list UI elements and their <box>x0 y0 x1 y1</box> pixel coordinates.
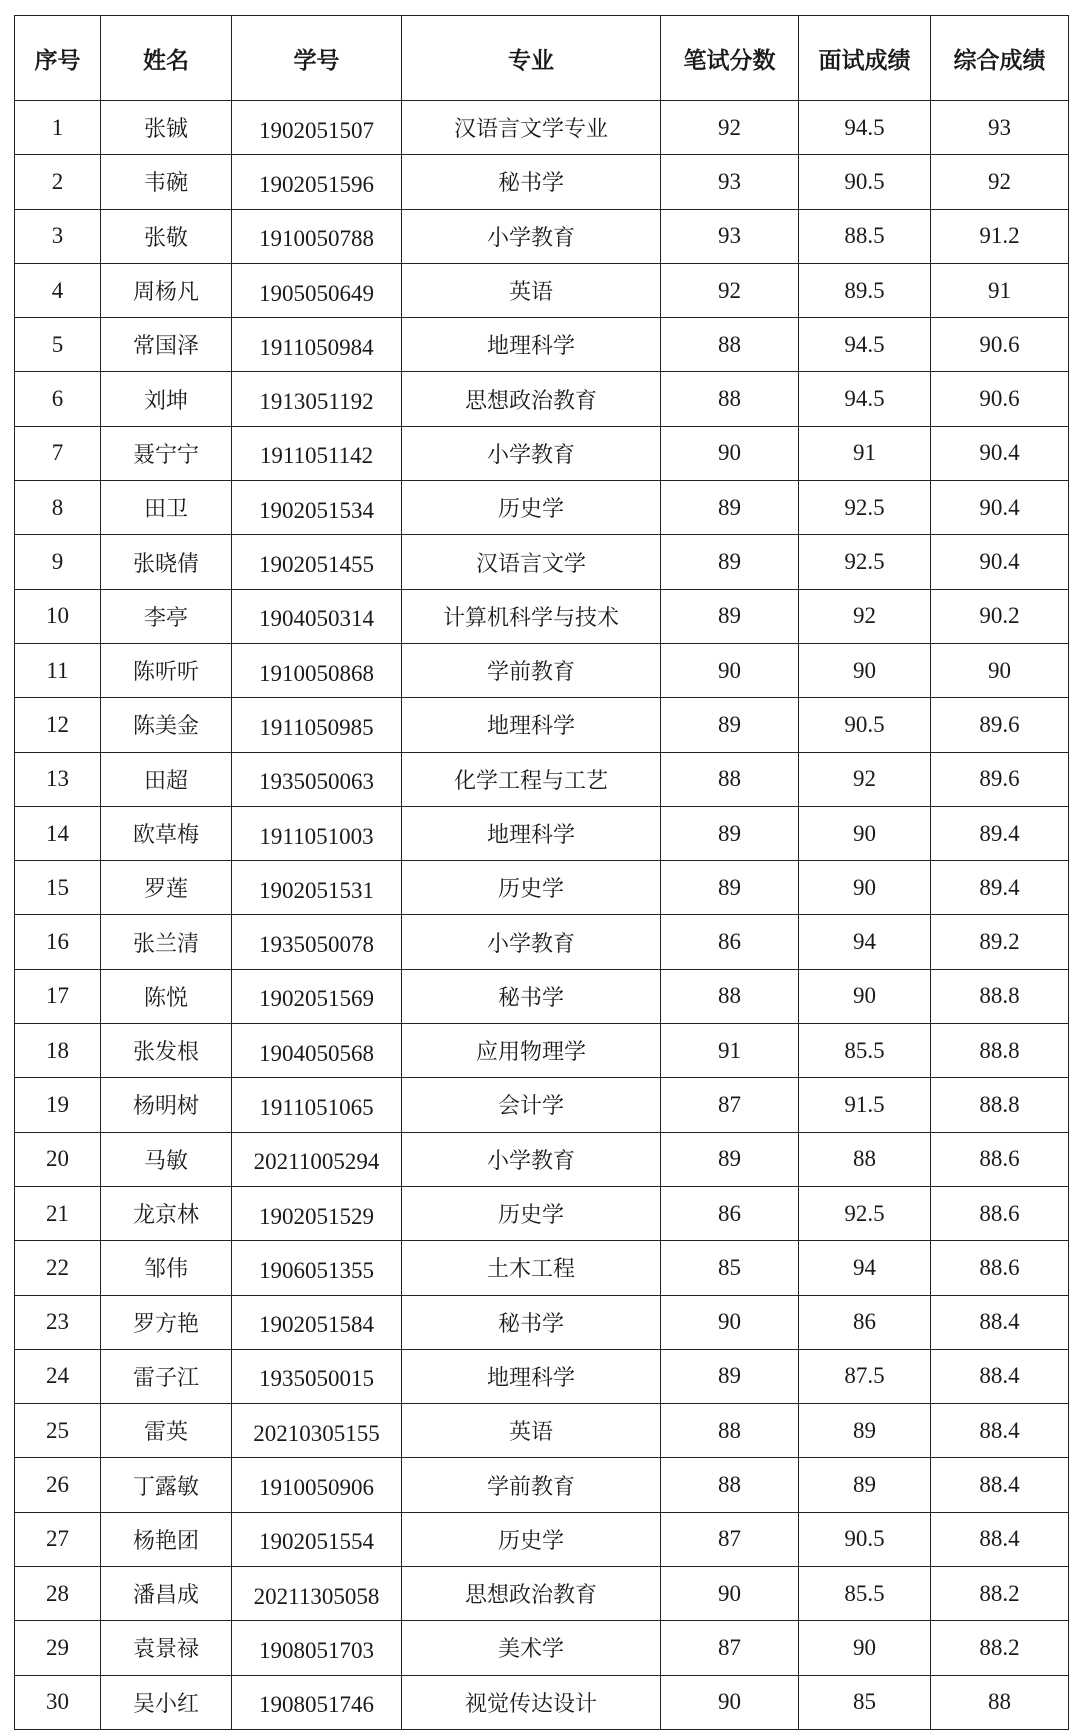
student-id-cell: 1935050015 <box>232 1349 402 1403</box>
total-score-cell: 88.6 <box>931 1132 1069 1186</box>
written-score-cell: 91 <box>661 1024 799 1078</box>
student-id-cell: 1935050078 <box>232 915 402 969</box>
seq-cell: 5 <box>15 318 101 372</box>
interview-score-cell: 85.5 <box>799 1024 931 1078</box>
interview-score-cell: 89 <box>799 1458 931 1512</box>
table-row <box>15 155 1069 209</box>
seq-cell: 8 <box>15 481 101 535</box>
major-cell: 英语 <box>402 263 661 317</box>
student-id-cell: 1902051569 <box>232 969 402 1023</box>
major-cell: 小学教育 <box>402 426 661 480</box>
total-score-cell: 88 <box>931 1675 1069 1729</box>
written-score-cell: 86 <box>661 915 799 969</box>
name-cell: 吴小红 <box>101 1675 232 1729</box>
major-cell: 地理科学 <box>402 1349 661 1403</box>
table-row <box>15 1241 1069 1295</box>
written-score-cell: 88 <box>661 1458 799 1512</box>
interview-score-cell: 92.5 <box>799 535 931 589</box>
written-score-cell: 92 <box>661 101 799 155</box>
total-score-cell: 88.6 <box>931 1186 1069 1240</box>
name-cell: 雷英 <box>101 1404 232 1458</box>
written-score-cell: 89 <box>661 1349 799 1403</box>
student-id-cell: 1910050788 <box>232 209 402 263</box>
interview-score-cell: 92.5 <box>799 1186 931 1240</box>
student-id-cell: 1911051142 <box>232 426 402 480</box>
table-row <box>15 969 1069 1023</box>
written-score-cell: 89 <box>661 698 799 752</box>
major-cell: 计算机科学与技术 <box>402 589 661 643</box>
name-cell: 潘昌成 <box>101 1567 232 1621</box>
written-score-cell: 89 <box>661 535 799 589</box>
major-cell: 秘书学 <box>402 969 661 1023</box>
name-cell: 欧草梅 <box>101 806 232 860</box>
written-score-cell: 86 <box>661 1186 799 1240</box>
name-cell: 雷子江 <box>101 1349 232 1403</box>
total-score-cell: 89.6 <box>931 698 1069 752</box>
interview-score-cell: 90.5 <box>799 1512 931 1566</box>
total-score-cell: 90.2 <box>931 589 1069 643</box>
written-score-cell: 89 <box>661 1132 799 1186</box>
student-id-cell: 1911050985 <box>232 698 402 752</box>
table-row <box>15 1404 1069 1458</box>
seq-cell: 15 <box>15 861 101 915</box>
name-cell: 张兰清 <box>101 915 232 969</box>
total-score-cell: 89.4 <box>931 806 1069 860</box>
seq-cell: 10 <box>15 589 101 643</box>
name-cell: 张铖 <box>101 101 232 155</box>
table-row <box>15 806 1069 860</box>
interview-score-cell: 86 <box>799 1295 931 1349</box>
written-score-cell: 90 <box>661 426 799 480</box>
name-cell: 田超 <box>101 752 232 806</box>
name-cell: 李亭 <box>101 589 232 643</box>
table-row <box>15 861 1069 915</box>
interview-score-cell: 89 <box>799 1404 931 1458</box>
total-score-cell: 90.6 <box>931 372 1069 426</box>
written-score-cell: 88 <box>661 969 799 1023</box>
seq-cell: 22 <box>15 1241 101 1295</box>
total-score-cell: 88.4 <box>931 1458 1069 1512</box>
name-cell: 周杨凡 <box>101 263 232 317</box>
column-header-written-score: 笔试分数 <box>661 16 799 101</box>
total-score-cell: 88.2 <box>931 1621 1069 1675</box>
name-cell: 杨艳团 <box>101 1512 232 1566</box>
table-row <box>15 1567 1069 1621</box>
table-row <box>15 263 1069 317</box>
student-id-cell: 1911050984 <box>232 318 402 372</box>
table-row <box>15 1186 1069 1240</box>
major-cell: 地理科学 <box>402 698 661 752</box>
score-table <box>14 15 1069 1730</box>
student-id-cell: 1906051355 <box>232 1241 402 1295</box>
student-id-cell: 1902051531 <box>232 861 402 915</box>
interview-score-cell: 87.5 <box>799 1349 931 1403</box>
name-cell: 张敬 <box>101 209 232 263</box>
seq-cell: 21 <box>15 1186 101 1240</box>
header-row <box>15 16 1069 101</box>
written-score-cell: 87 <box>661 1621 799 1675</box>
major-cell: 思想政治教育 <box>402 372 661 426</box>
major-cell: 历史学 <box>402 481 661 535</box>
major-cell: 视觉传达设计 <box>402 1675 661 1729</box>
student-id-cell: 1904050314 <box>232 589 402 643</box>
total-score-cell: 88.8 <box>931 969 1069 1023</box>
interview-score-cell: 90 <box>799 643 931 697</box>
major-cell: 汉语言文学专业 <box>402 101 661 155</box>
table-row <box>15 643 1069 697</box>
seq-cell: 16 <box>15 915 101 969</box>
seq-cell: 9 <box>15 535 101 589</box>
name-cell: 丁露敏 <box>101 1458 232 1512</box>
total-score-cell: 88.4 <box>931 1512 1069 1566</box>
interview-score-cell: 91.5 <box>799 1078 931 1132</box>
major-cell: 美术学 <box>402 1621 661 1675</box>
written-score-cell: 88 <box>661 1404 799 1458</box>
seq-cell: 26 <box>15 1458 101 1512</box>
column-header-interview-score: 面试成绩 <box>799 16 931 101</box>
table-row <box>15 915 1069 969</box>
table-row <box>15 1458 1069 1512</box>
table-row <box>15 1295 1069 1349</box>
table-row <box>15 1349 1069 1403</box>
interview-score-cell: 90 <box>799 806 931 860</box>
name-cell: 韦碗 <box>101 155 232 209</box>
written-score-cell: 89 <box>661 861 799 915</box>
written-score-cell: 90 <box>661 1295 799 1349</box>
table-row <box>15 481 1069 535</box>
student-id-cell: 1911051003 <box>232 806 402 860</box>
total-score-cell: 93 <box>931 101 1069 155</box>
total-score-cell: 90.4 <box>931 426 1069 480</box>
table-row <box>15 209 1069 263</box>
major-cell: 土木工程 <box>402 1241 661 1295</box>
name-cell: 罗方艳 <box>101 1295 232 1349</box>
total-score-cell: 88.6 <box>931 1241 1069 1295</box>
seq-cell: 25 <box>15 1404 101 1458</box>
student-id-cell: 1902051554 <box>232 1512 402 1566</box>
major-cell: 地理科学 <box>402 806 661 860</box>
student-id-cell: 1902051507 <box>232 101 402 155</box>
name-cell: 田卫 <box>101 481 232 535</box>
major-cell: 历史学 <box>402 1512 661 1566</box>
seq-cell: 17 <box>15 969 101 1023</box>
table-row <box>15 1512 1069 1566</box>
column-header-major: 专业 <box>402 16 661 101</box>
seq-cell: 27 <box>15 1512 101 1566</box>
major-cell: 思想政治教育 <box>402 1567 661 1621</box>
name-cell: 龙京林 <box>101 1186 232 1240</box>
total-score-cell: 88.4 <box>931 1295 1069 1349</box>
seq-cell: 29 <box>15 1621 101 1675</box>
seq-cell: 4 <box>15 263 101 317</box>
written-score-cell: 88 <box>661 372 799 426</box>
total-score-cell: 90.6 <box>931 318 1069 372</box>
major-cell: 英语 <box>402 1404 661 1458</box>
table-row <box>15 535 1069 589</box>
interview-score-cell: 89.5 <box>799 263 931 317</box>
major-cell: 学前教育 <box>402 643 661 697</box>
interview-score-cell: 91 <box>799 426 931 480</box>
student-id-cell: 1902051596 <box>232 155 402 209</box>
total-score-cell: 89.4 <box>931 861 1069 915</box>
table-header <box>15 16 1069 101</box>
interview-score-cell: 90 <box>799 969 931 1023</box>
student-id-cell: 1910050868 <box>232 643 402 697</box>
name-cell: 陈美金 <box>101 698 232 752</box>
student-id-cell: 20211005294 <box>232 1132 402 1186</box>
total-score-cell: 91 <box>931 263 1069 317</box>
student-id-cell: 1913051192 <box>232 372 402 426</box>
table-row <box>15 589 1069 643</box>
table-row <box>15 1621 1069 1675</box>
total-score-cell: 89.2 <box>931 915 1069 969</box>
table-row <box>15 101 1069 155</box>
written-score-cell: 92 <box>661 263 799 317</box>
name-cell: 刘坤 <box>101 372 232 426</box>
student-id-cell: 1905050649 <box>232 263 402 317</box>
name-cell: 张发根 <box>101 1024 232 1078</box>
column-header-student-id: 学号 <box>232 16 402 101</box>
interview-score-cell: 85.5 <box>799 1567 931 1621</box>
seq-cell: 24 <box>15 1349 101 1403</box>
major-cell: 化学工程与工艺 <box>402 752 661 806</box>
major-cell: 历史学 <box>402 861 661 915</box>
written-score-cell: 90 <box>661 643 799 697</box>
table-row <box>15 1024 1069 1078</box>
student-id-cell: 1902051534 <box>232 481 402 535</box>
name-cell: 马敏 <box>101 1132 232 1186</box>
major-cell: 学前教育 <box>402 1458 661 1512</box>
table-row <box>15 752 1069 806</box>
table-body <box>15 101 1069 1730</box>
name-cell: 杨明树 <box>101 1078 232 1132</box>
total-score-cell: 88.8 <box>931 1024 1069 1078</box>
total-score-cell: 88.4 <box>931 1349 1069 1403</box>
interview-score-cell: 94 <box>799 915 931 969</box>
total-score-cell: 90 <box>931 643 1069 697</box>
seq-cell: 13 <box>15 752 101 806</box>
student-id-cell: 1902051455 <box>232 535 402 589</box>
written-score-cell: 93 <box>661 209 799 263</box>
student-id-cell: 1908051746 <box>232 1675 402 1729</box>
seq-cell: 28 <box>15 1567 101 1621</box>
student-id-cell: 1911051065 <box>232 1078 402 1132</box>
total-score-cell: 88.2 <box>931 1567 1069 1621</box>
seq-cell: 30 <box>15 1675 101 1729</box>
written-score-cell: 85 <box>661 1241 799 1295</box>
table-row <box>15 1078 1069 1132</box>
written-score-cell: 89 <box>661 806 799 860</box>
column-header-name: 姓名 <box>101 16 232 101</box>
seq-cell: 23 <box>15 1295 101 1349</box>
table-row <box>15 372 1069 426</box>
name-cell: 袁景禄 <box>101 1621 232 1675</box>
table-row <box>15 318 1069 372</box>
interview-score-cell: 90 <box>799 861 931 915</box>
major-cell: 秘书学 <box>402 155 661 209</box>
total-score-cell: 91.2 <box>931 209 1069 263</box>
major-cell: 会计学 <box>402 1078 661 1132</box>
seq-cell: 3 <box>15 209 101 263</box>
name-cell: 常国泽 <box>101 318 232 372</box>
seq-cell: 7 <box>15 426 101 480</box>
total-score-cell: 89.6 <box>931 752 1069 806</box>
interview-score-cell: 94 <box>799 1241 931 1295</box>
seq-cell: 14 <box>15 806 101 860</box>
seq-cell: 11 <box>15 643 101 697</box>
written-score-cell: 88 <box>661 752 799 806</box>
written-score-cell: 89 <box>661 481 799 535</box>
interview-score-cell: 92 <box>799 589 931 643</box>
seq-cell: 12 <box>15 698 101 752</box>
total-score-cell: 88.4 <box>931 1404 1069 1458</box>
student-id-cell: 1904050568 <box>232 1024 402 1078</box>
student-id-cell: 20210305155 <box>232 1404 402 1458</box>
major-cell: 应用物理学 <box>402 1024 661 1078</box>
total-score-cell: 92 <box>931 155 1069 209</box>
written-score-cell: 90 <box>661 1675 799 1729</box>
column-header-total-score: 综合成绩 <box>931 16 1069 101</box>
seq-cell: 18 <box>15 1024 101 1078</box>
seq-cell: 6 <box>15 372 101 426</box>
name-cell: 陈悦 <box>101 969 232 1023</box>
name-cell: 张晓倩 <box>101 535 232 589</box>
interview-score-cell: 90 <box>799 1621 931 1675</box>
seq-cell: 2 <box>15 155 101 209</box>
student-id-cell: 1908051703 <box>232 1621 402 1675</box>
table-row <box>15 1132 1069 1186</box>
written-score-cell: 93 <box>661 155 799 209</box>
student-id-cell: 1935050063 <box>232 752 402 806</box>
major-cell: 秘书学 <box>402 1295 661 1349</box>
interview-score-cell: 88 <box>799 1132 931 1186</box>
major-cell: 小学教育 <box>402 915 661 969</box>
column-header-seq: 序号 <box>15 16 101 101</box>
written-score-cell: 87 <box>661 1078 799 1132</box>
written-score-cell: 89 <box>661 589 799 643</box>
table-row <box>15 1675 1069 1729</box>
major-cell: 小学教育 <box>402 1132 661 1186</box>
interview-score-cell: 85 <box>799 1675 931 1729</box>
interview-score-cell: 90.5 <box>799 698 931 752</box>
written-score-cell: 90 <box>661 1567 799 1621</box>
student-id-cell: 1902051529 <box>232 1186 402 1240</box>
student-id-cell: 1902051584 <box>232 1295 402 1349</box>
interview-score-cell: 94.5 <box>799 101 931 155</box>
student-id-cell: 20211305058 <box>232 1567 402 1621</box>
total-score-cell: 88.8 <box>931 1078 1069 1132</box>
written-score-cell: 87 <box>661 1512 799 1566</box>
total-score-cell: 90.4 <box>931 481 1069 535</box>
total-score-cell: 90.4 <box>931 535 1069 589</box>
interview-score-cell: 94.5 <box>799 318 931 372</box>
name-cell: 聂宁宁 <box>101 426 232 480</box>
major-cell: 小学教育 <box>402 209 661 263</box>
interview-score-cell: 92.5 <box>799 481 931 535</box>
name-cell: 陈听听 <box>101 643 232 697</box>
major-cell: 汉语言文学 <box>402 535 661 589</box>
seq-cell: 1 <box>15 101 101 155</box>
interview-score-cell: 92 <box>799 752 931 806</box>
major-cell: 历史学 <box>402 1186 661 1240</box>
major-cell: 地理科学 <box>402 318 661 372</box>
table-row <box>15 698 1069 752</box>
seq-cell: 20 <box>15 1132 101 1186</box>
student-id-cell: 1910050906 <box>232 1458 402 1512</box>
table-row <box>15 426 1069 480</box>
written-score-cell: 88 <box>661 318 799 372</box>
seq-cell: 19 <box>15 1078 101 1132</box>
name-cell: 罗莲 <box>101 861 232 915</box>
interview-score-cell: 88.5 <box>799 209 931 263</box>
name-cell: 邹伟 <box>101 1241 232 1295</box>
interview-score-cell: 90.5 <box>799 155 931 209</box>
interview-score-cell: 94.5 <box>799 372 931 426</box>
